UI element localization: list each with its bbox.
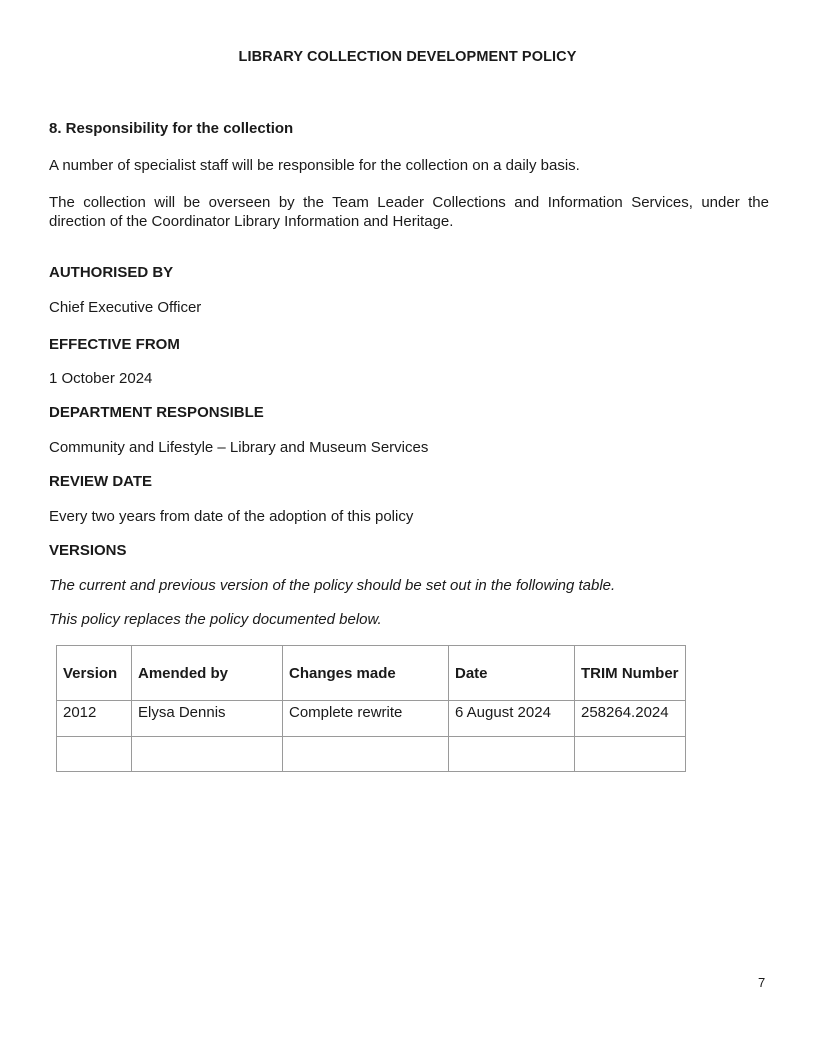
header-changes-made: Changes made: [283, 646, 449, 701]
versions-table-header: [57, 646, 686, 701]
cell-date: [449, 737, 575, 772]
department-label: DEPARTMENT RESPONSIBLE: [49, 404, 264, 421]
paragraph-oversight: The collection will be overseen by the Team Leader Collections and Information Services, under the direction of the Coordinator Library Information and Heritage.: [49, 194, 769, 230]
page-number: 7: [758, 975, 766, 990]
cell-amended-by: Elysa Dennis: [132, 701, 283, 737]
header-trim-number: TRIM Number: [575, 646, 686, 701]
cell-trim-number: [575, 737, 686, 772]
versions-label: VERSIONS: [49, 542, 127, 559]
effective-from-label: EFFECTIVE FROM: [49, 336, 180, 353]
cell-trim-number: 258264.2024: [575, 701, 686, 737]
department-value: Community and Lifestyle – Library and Museum Services: [49, 439, 429, 456]
cell-amended-by: [132, 737, 283, 772]
versions-note-current: The current and previous version of the policy should be set out in the following table.: [49, 577, 616, 594]
header-amended-by: Amended by: [132, 646, 283, 701]
review-date-label: REVIEW DATE: [49, 473, 153, 490]
table-row: [57, 701, 686, 737]
effective-from-value: 1 October 2024: [49, 370, 153, 387]
section-heading: 8. Responsibility for the collection: [49, 120, 294, 137]
paragraph-staff: A number of specialist staff will be responsible for the collection on a daily basis.: [49, 157, 580, 174]
cell-date: 6 August 2024: [449, 701, 575, 737]
cell-version: [57, 737, 132, 772]
authorised-by-label: AUTHORISED BY: [49, 264, 174, 281]
header-date: Date: [449, 646, 575, 701]
cell-changes-made: [283, 737, 449, 772]
cell-version: 2012: [57, 701, 132, 737]
versions-table: [56, 645, 686, 772]
versions-note-replaces: This policy replaces the policy documented below.: [49, 611, 382, 628]
table-row: [57, 737, 686, 772]
authorised-by-value: Chief Executive Officer: [49, 299, 202, 316]
review-date-value: Every two years from date of the adoption of this policy: [49, 508, 414, 525]
header-version: Version: [57, 646, 132, 701]
cell-changes-made: Complete rewrite: [283, 701, 449, 737]
document-title: LIBRARY COLLECTION DEVELOPMENT POLICY: [238, 49, 577, 65]
